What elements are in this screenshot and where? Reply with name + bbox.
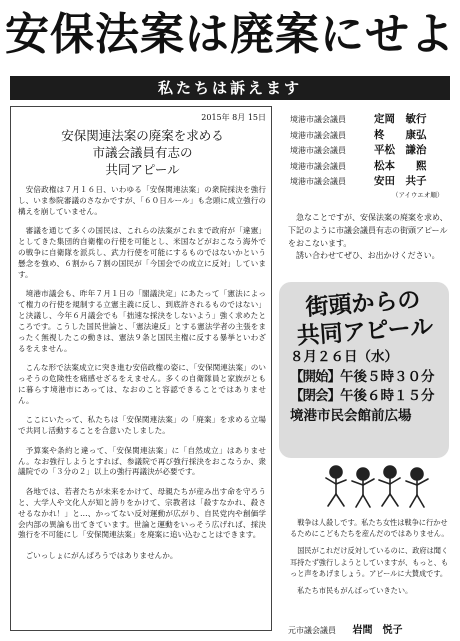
appeal-title bbox=[20, 127, 265, 178]
event-open-row bbox=[290, 368, 450, 388]
event-place: 境港市民会館前広場 bbox=[290, 407, 412, 424]
appeal-paragraph: 予算案や条約と違って、「安保関連法案」に「自然成立」はありません。なお強行しようとすれば、参議院で再び強行採決をおこなうか、衆議院での「３分の２」以上の強行再議決が必要です。 bbox=[18, 445, 266, 477]
invitation-paragraph: 誘い合わせてぜひ、お出かけください。 bbox=[296, 251, 440, 261]
member-role: 境港市議会議員 bbox=[290, 161, 346, 171]
event-title-line: 共同アピール bbox=[295, 313, 435, 350]
appeal-title-line: 安保関連法案の廃案を求める bbox=[61, 128, 224, 143]
event-date: ８月２６日（水） bbox=[290, 349, 398, 365]
event-close-label: 【閉会】 bbox=[290, 388, 340, 404]
appeal-paragraph: 安倍政権は７月１６日、いわゆる「安保関連法案」の衆院採決を強行し、いま参院審議のさなかですが、「６０日ルール」も念頭に成立強行の構えを崩していません。 bbox=[18, 185, 266, 216]
citizen-message bbox=[290, 517, 450, 602]
citizen-paragraph: 私たち市民もがんばっていきたい。 bbox=[297, 586, 413, 596]
member-role: 境港市議会議員 bbox=[290, 130, 346, 140]
page-title: 安保法案は廃案にせよ bbox=[5, 9, 455, 60]
signature-role: 元市議会議員 bbox=[288, 626, 336, 635]
appeal-body bbox=[18, 185, 266, 625]
event-open-time: 午後５時３０分 bbox=[340, 368, 435, 385]
event-close-time: 午後６時１５分 bbox=[340, 388, 435, 404]
member-row bbox=[290, 174, 456, 190]
appeal-paragraph: こんな形で法案成立に突き進む安倍政権の姿に、「安保関連法案」のいっそうの危険性を痛感せざるをえません。多くの自衛隊員と家族がともに暮らす境港市にあっては、なおのこと容認できることではありません。 bbox=[18, 363, 266, 405]
member-list bbox=[290, 112, 456, 190]
appeal-closing: ごいっしょにがんばろうではありませんか。 bbox=[25, 551, 178, 561]
event-close-row bbox=[290, 387, 450, 407]
member-role: 境港市議会議員 bbox=[290, 146, 346, 155]
appeal-title-line: 共同アピール bbox=[105, 162, 180, 177]
member-role: 境港市議会議員 bbox=[290, 177, 346, 186]
signature bbox=[288, 621, 448, 636]
event-title bbox=[280, 284, 448, 351]
member-name: 松本 熙 bbox=[374, 159, 427, 172]
member-role: 境港市議会議員 bbox=[290, 115, 346, 124]
invitation-paragraph: 急なことですが、安保法案の廃案を求め、下記のように市議会議員有志の街頭アピールをおこないます。 bbox=[288, 213, 448, 248]
member-name: 定岡 敏行 bbox=[374, 113, 427, 125]
appeal-paragraph: 各地では、若者たちが未来をかけて、母親たちが産み出す命を守ろうと、大学人や文化人が知と誇りをかけて、宗教者は「殺すなかれ、殺させるなかれ！」と…、かってない反対運動が広がり、自民党内や創価学会内部の異論も出てきています。世論と運動をいっそう広げれば、採決強行を不可能にし「安保関連法案」を廃案に追い込むことはできます。 bbox=[18, 486, 266, 540]
member-row bbox=[290, 128, 456, 144]
event-details bbox=[290, 348, 450, 426]
appeal-paragraph: 審議を通じて多くの国民は、これらの法案がこれまで政府が「違憲」としてきた集団的自衛権の行使を可能とし、米国などがおこなう海外での戦争に自衛隊を派兵し、武力行使を可能にするものではないかという懸念を強め、６割から７割の国民が「今国会での成立に反対」しています。 bbox=[18, 226, 266, 279]
invitation-message bbox=[288, 212, 448, 263]
event-title-line: 街頭からの bbox=[304, 286, 422, 322]
citizen-paragraph: 国民がこれだけ反対しているのに、政府は聞く耳持たず強行しようとしていますが、もっと、もっと声をあげましょう。アピールに大賛成です。 bbox=[290, 546, 449, 578]
appeal-date: 2015年 8月 15日 bbox=[201, 113, 266, 122]
member-row bbox=[290, 112, 456, 128]
children-illustration bbox=[322, 462, 432, 510]
subtitle-banner: 私たちは訴えます bbox=[10, 76, 450, 100]
member-row bbox=[290, 159, 456, 175]
member-row bbox=[290, 143, 456, 159]
event-open-label: 【開始】 bbox=[290, 368, 340, 385]
member-name: 柊 康弘 bbox=[374, 128, 427, 141]
member-order-note: （アイウエオ順） bbox=[392, 191, 444, 199]
appeal-paragraph: 境港市議会も、昨年７月１日の「閣議決定」にあたって「憲法によって権力の行使を規制する立憲主義に反し、到底許されるものではない」と決議し、今年６月議会でも「拙速な採決をしないよう」強く求めたところです。こうした国民世論と、「憲法違反」とする憲法学者の主張をまったく無視したこの動きは、憲法９条と国民主権に反する暴挙といわざるをえません。 bbox=[18, 289, 266, 353]
appeal-paragraph: ここにいたって、私たちは「安保関連法案」の「廃案」を求める立場で共同し活動することを合意いたしました。 bbox=[18, 415, 266, 436]
appeal-title-line: 市議会議員有志の bbox=[92, 145, 193, 160]
member-name: 平松 謙治 bbox=[374, 144, 427, 156]
signature-name: 岩間 悦子 bbox=[352, 625, 403, 636]
citizen-paragraph: 戦争は人殺しです。私たち女性は戦争に行かせるためにこどもたちを産んだのではありません。 bbox=[290, 518, 449, 539]
member-name: 安田 共子 bbox=[374, 175, 427, 187]
